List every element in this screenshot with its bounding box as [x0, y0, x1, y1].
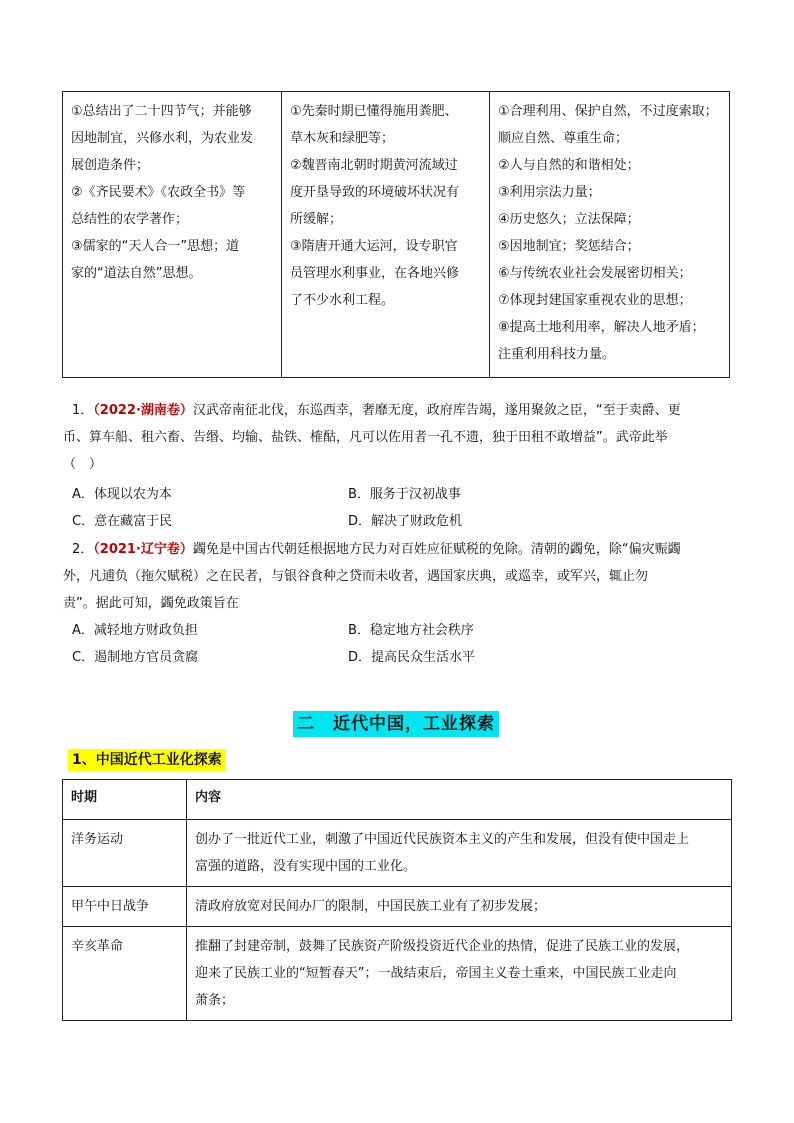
table-line: ⑦体现封建国家重视农业的思想；: [498, 293, 692, 308]
table-line: ③儒家的“天人合一”思想；道: [71, 239, 240, 254]
option-a[interactable]: A．减轻地方财政负担: [72, 623, 198, 638]
agriculture-table: [62, 91, 730, 378]
option-c[interactable]: C．遏制地方官员贪腐: [72, 650, 199, 665]
table-header-row: [63, 780, 732, 820]
table-line: 度开垦导致的环境破坏状况有: [290, 185, 460, 200]
option-a[interactable]: A．体现以农为本: [72, 487, 172, 502]
content-line: 创办了一批近代工业，刺激了中国近代民族资本主义的产生和发展，但没有使中国走上: [195, 832, 690, 847]
table-line: 顺应自然、尊重生命；: [498, 131, 629, 146]
question-stem-line: 责”。据此可知，蠲免政策旨在: [63, 596, 239, 611]
section-subtitle: 1、中国近代工业化探索: [68, 749, 226, 771]
table-line: ③隋唐开通大运河，设专职官: [290, 239, 458, 254]
question-number: 2．: [72, 542, 94, 557]
content-line: 富强的道路，没有实现中国的工业化。: [195, 859, 417, 874]
content-line: 迎来了民族工业的“短暂春天”；一战结束后，帝国主义卷土重来，中国民族工业走向: [195, 966, 677, 981]
table-line: ①先秦时期已懂得施用粪肥、: [290, 104, 458, 119]
question-stem-line: [72, 397, 732, 424]
table-line: ⑥与传统农业社会发展密切相关；: [498, 266, 692, 281]
question-stem: 蠲免是中国古代朝廷根据地方民力对百姓应征赋税的免除。清朝的蠲免，除“偏灾赈蠲: [192, 542, 681, 557]
option-d[interactable]: D．提高民众生活水平: [348, 650, 476, 665]
table-line: 所缓解；: [290, 212, 343, 227]
question-1: [63, 397, 732, 478]
table-line: ③利用宗法力量；: [498, 185, 601, 200]
table-row: [63, 820, 732, 887]
table-column-measures: [281, 92, 489, 377]
table-line: 了不少水利工程。: [290, 293, 395, 308]
content-cell: [187, 820, 732, 887]
table-line: ①总结出了二十四节气；并能够: [71, 104, 252, 119]
content-line: 清政府放宽对民间办厂的限制，中国民族工业有了初步发展；: [195, 899, 547, 914]
question-stem-line: 外，凡逋负（拖欠赋税）之在民者，与银谷食种之贷而未收者，遇国家庆典，或巡幸，或军兴，辄止勿: [63, 569, 649, 584]
period-cell: 甲午中日战争: [63, 887, 187, 927]
question-number: 1．: [72, 403, 94, 418]
table-line: ④历史悠久；立法保障；: [498, 212, 640, 227]
content-line: 推翻了封建帝制，鼓舞了民族资产阶级投资近代企业的热情，促进了民族工业的发展，: [195, 939, 690, 954]
question-stem: 汉武帝南征北伐，东巡西幸，奢靡无度，政府库告竭，遂用聚敛之臣，“至于卖爵、更: [192, 403, 681, 418]
table-line: ②人与自然的和谐相处；: [498, 158, 640, 173]
option-b[interactable]: B．服务于汉初战事: [348, 487, 461, 502]
option-c[interactable]: C．意在藏富于民: [72, 514, 173, 529]
table-line: ⑧提高土地利用率，解决人地矛盾；: [498, 320, 705, 335]
industrialization-table: [62, 779, 732, 1021]
question-source: （2021·辽宁卷）: [93, 542, 193, 557]
question-source: （2022·湖南卷）: [93, 403, 193, 418]
question-stem-line: [72, 536, 732, 563]
table-row: [63, 927, 732, 1021]
period-cell: 辛亥革命: [63, 927, 187, 1021]
table-line: 因地制宜，兴修水利，为农业发: [71, 131, 254, 146]
period-cell: 洋务运动: [63, 820, 187, 887]
column-header-period: 时期: [63, 780, 187, 820]
table-line: 员管理水利事业，在各地兴修: [290, 266, 460, 281]
table-line: ②《齐民要术》《农政全书》等: [71, 185, 246, 200]
option-d[interactable]: D．解决了财政危机: [348, 514, 463, 529]
table-line: 注重利用科技力量。: [498, 347, 616, 362]
table-line: 家的“道法自然”思想。: [71, 266, 202, 281]
table-column-features: [489, 92, 729, 377]
table-row: [63, 887, 732, 927]
section-title: 二 近代中国，工业探索: [293, 711, 499, 737]
content-cell: [187, 887, 732, 927]
content-cell: [187, 927, 732, 1021]
option-b[interactable]: B．稳定地方社会秩序: [348, 623, 474, 638]
question-stem-line: 币、算车船、租六畜、告缗、均输、盐铁、榷酤，凡可以佐用者一孔不遗，独于田租不敢增益”。武帝此举: [63, 430, 668, 445]
table-line: ①合理利用、保护自然，不过度索取；: [498, 104, 718, 119]
content-line: 萧条；: [195, 993, 235, 1008]
table-line: ⑤因地制宜；奖惩结合；: [498, 239, 640, 254]
question-2: [63, 536, 732, 617]
table-line: 草木灰和绿肥等；: [290, 131, 395, 146]
table-column-achievements: [63, 92, 281, 377]
table-line: ②魏晋南北朝时期黄河流域过: [290, 158, 458, 173]
answer-blank: （ ）: [63, 457, 103, 472]
column-header-content: 内容: [187, 780, 732, 820]
table-line: 展创造条件；: [71, 158, 150, 173]
table-line: 总结性的农学著作；: [71, 212, 189, 227]
